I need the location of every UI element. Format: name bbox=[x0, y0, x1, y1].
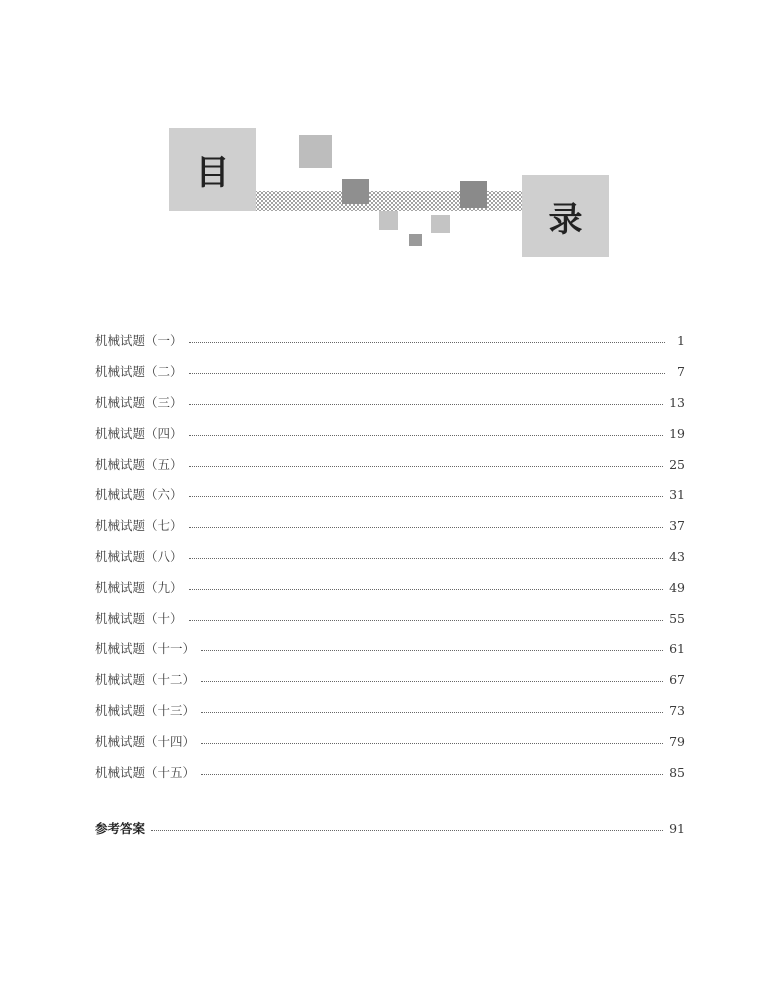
toc-entry-label: 机械试题（十二） bbox=[95, 672, 196, 687]
toc-leader bbox=[201, 681, 663, 682]
toc-entry[interactable] bbox=[95, 330, 685, 350]
toc-entry-label: 机械试题（八） bbox=[95, 549, 183, 564]
deco-square bbox=[379, 211, 398, 230]
toc-entry-page: 13 bbox=[669, 394, 685, 410]
toc-leader bbox=[201, 774, 663, 775]
title-box-left bbox=[169, 128, 256, 211]
toc-entry-page: 55 bbox=[669, 610, 685, 626]
deco-square bbox=[299, 135, 332, 168]
toc-entry-page: 1 bbox=[677, 332, 685, 348]
toc-entry-label: 机械试题（十四） bbox=[95, 734, 196, 749]
toc-entry-page: 43 bbox=[669, 548, 685, 564]
toc-entry-page: 73 bbox=[669, 702, 685, 718]
title-box-right bbox=[522, 175, 609, 257]
deco-square bbox=[431, 215, 450, 233]
toc-leader bbox=[189, 342, 665, 343]
toc-leader bbox=[189, 435, 664, 436]
toc-leader bbox=[189, 466, 664, 467]
toc-entry-page: 7 bbox=[677, 363, 685, 379]
toc-leader bbox=[189, 558, 664, 559]
toc-leader bbox=[201, 650, 663, 651]
toc-entry[interactable] bbox=[95, 669, 685, 689]
toc-entry-label: 机械试题（十） bbox=[95, 611, 183, 626]
toc-leader bbox=[189, 620, 664, 621]
toc-entry-page: 85 bbox=[669, 764, 685, 780]
toc-entry-page: 79 bbox=[669, 733, 685, 749]
toc-entry-page: 25 bbox=[669, 456, 685, 472]
toc-entry-label: 机械试题（十一） bbox=[95, 641, 196, 656]
toc-entry[interactable] bbox=[95, 454, 685, 474]
toc-entry[interactable] bbox=[95, 577, 685, 597]
title-char-mu: 目 bbox=[195, 153, 230, 193]
toc-entry-label: 机械试题（十五） bbox=[95, 765, 196, 780]
toc-entry-answers[interactable] bbox=[95, 818, 685, 838]
toc-leader bbox=[201, 712, 663, 713]
toc-entry[interactable] bbox=[95, 700, 685, 720]
toc-leader bbox=[189, 589, 664, 590]
toc-entry-page: 37 bbox=[669, 517, 685, 533]
toc-entry[interactable] bbox=[95, 361, 685, 381]
toc-entry[interactable] bbox=[95, 546, 685, 566]
toc-entry-page: 31 bbox=[669, 486, 685, 502]
toc-leader bbox=[201, 743, 663, 744]
toc-entry-page: 19 bbox=[669, 425, 685, 441]
toc-entry-label: 机械试题（十三） bbox=[95, 703, 196, 718]
toc-header bbox=[0, 0, 769, 280]
toc-entry[interactable] bbox=[95, 638, 685, 658]
toc-leader bbox=[151, 830, 663, 831]
toc-leader bbox=[189, 404, 664, 405]
toc-entry-label: 机械试题（四） bbox=[95, 426, 183, 441]
title-char-lu: 录 bbox=[548, 199, 583, 240]
toc-entry-label: 机械试题（一） bbox=[95, 333, 183, 348]
toc-leader bbox=[189, 527, 664, 528]
toc-entry-label: 机械试题（五） bbox=[95, 457, 183, 472]
toc-entry-label: 机械试题（六） bbox=[95, 487, 183, 502]
toc-entry-page: 61 bbox=[669, 640, 685, 656]
toc-entry-page: 49 bbox=[669, 579, 685, 595]
deco-square bbox=[460, 181, 487, 208]
toc-leader bbox=[189, 496, 664, 497]
toc-entry[interactable] bbox=[95, 762, 685, 782]
toc-entry-label: 机械试题（七） bbox=[95, 518, 183, 533]
toc-entry-label: 机械试题（九） bbox=[95, 580, 183, 595]
deco-square bbox=[342, 179, 369, 204]
toc-entry[interactable] bbox=[95, 608, 685, 628]
deco-square bbox=[409, 234, 422, 246]
toc-entry[interactable] bbox=[95, 515, 685, 535]
toc-leader bbox=[189, 373, 665, 374]
toc-entry[interactable] bbox=[95, 731, 685, 751]
toc-entry-label: 机械试题（二） bbox=[95, 364, 183, 379]
toc-entry[interactable] bbox=[95, 392, 685, 412]
toc-entry-label: 机械试题（三） bbox=[95, 395, 183, 410]
toc-entry-page: 91 bbox=[669, 820, 685, 836]
toc-entry-label: 参考答案 bbox=[95, 821, 146, 836]
toc-entry-page: 67 bbox=[669, 671, 685, 687]
toc-entry[interactable] bbox=[95, 423, 685, 443]
toc-entry[interactable] bbox=[95, 484, 685, 504]
